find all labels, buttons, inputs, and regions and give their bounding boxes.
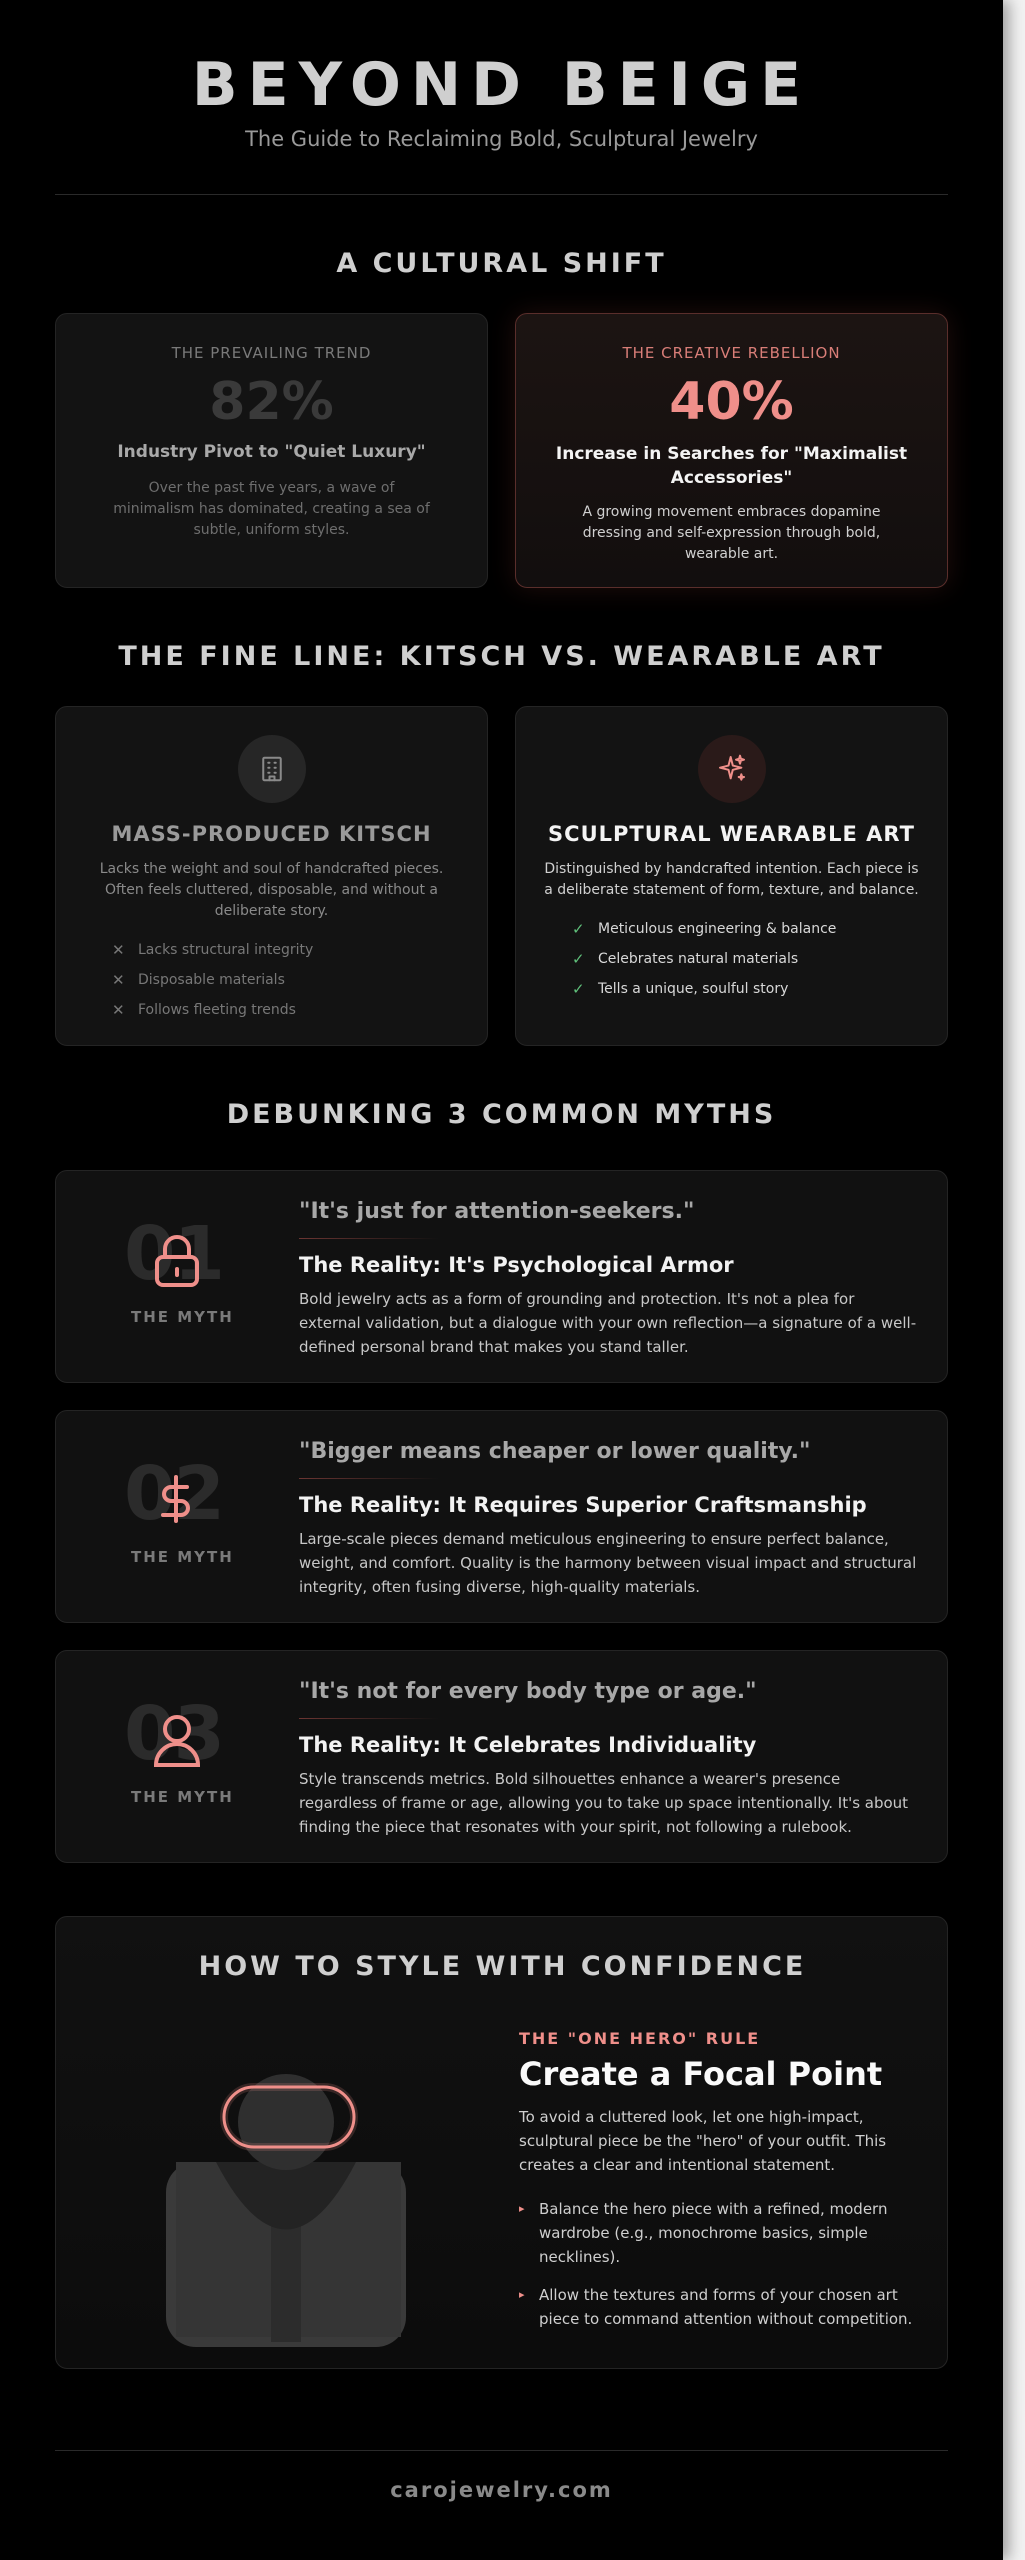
wearable-art-list — [572, 914, 836, 1004]
footer-divider — [55, 2450, 948, 2451]
myth-reality: The Reality: It's Psychological Armor — [299, 1253, 734, 1277]
myth-label: THE MYTH — [131, 1308, 234, 1326]
myth-number: 02 — [124, 1451, 223, 1537]
myth-body: Bold jewelry acts as a form of grounding and protection. It's not a plea for external validation, but a dialogue with your own reflection—a signature of a well-defined personal brand that makes you stand taller. — [299, 1290, 917, 1356]
section-heading-shift: A CULTURAL SHIFT — [336, 248, 667, 279]
myth-quote: "It's not for every body type or age." — [299, 1679, 757, 1704]
trend-card — [55, 313, 488, 588]
list-item: ▸ Balance the hero piece with a refined, modern wardrobe (e.g., monochrome basics, simple necklines). — [519, 2197, 929, 2269]
kitsch-title: MASS-PRODUCED KITSCH — [111, 822, 432, 846]
wearable-art-title: SCULPTURAL WEARABLE ART — [548, 822, 915, 846]
list-item: ✓ Tells a unique, soulful story — [572, 980, 789, 998]
footer-site[interactable]: carojewelry.com — [390, 2478, 613, 2502]
section-heading-myths: DEBUNKING 3 COMMON MYTHS — [226, 1099, 777, 1130]
section-heading-style: HOW TO STYLE WITH CONFIDENCE — [198, 1951, 807, 1982]
style-body: To avoid a cluttered look, let one high-impact, sculptural piece be the "hero" of your outfit. This creates a clear and intentional statement. — [519, 2108, 887, 2174]
check-icon: ✓ — [572, 920, 585, 938]
trend-headline: Industry Pivot to "Quiet Luxury" — [117, 442, 426, 462]
kitsch-card — [55, 706, 488, 1046]
building-icon — [238, 735, 306, 803]
list-item: ▸ Allow the textures and forms of your chosen art piece to command attention without competition. — [519, 2283, 929, 2331]
list-item: ✓ Celebrates natural materials — [572, 950, 799, 968]
dollar-icon — [159, 1475, 193, 1527]
x-icon: ✕ — [112, 941, 125, 959]
page-subtitle: The Guide to Reclaiming Bold, Sculptural Jewelry — [245, 127, 758, 151]
trend-body: Over the past five years, a wave of minimalism has dominated, creating a sea of subtle, uniform styles. — [113, 480, 430, 538]
myth-divider — [299, 1238, 439, 1239]
check-icon: ✓ — [572, 980, 585, 998]
style-card — [55, 1916, 948, 2369]
lock-icon — [151, 1233, 203, 1293]
page-title: BEYOND BEIGE — [191, 50, 812, 120]
rebellion-headline: Increase in Searches for "Maximalist Accessories" — [555, 444, 908, 488]
model-illustration — [156, 2037, 436, 2357]
list-item: ✓ Meticulous engineering & balance — [572, 920, 837, 938]
myth-body: Large-scale pieces demand meticulous engineering to ensure perfect balance, weight, and comfort. Quality is the harmony between visual impact and structural integrity, often fusing diverse, high-quality materials. — [299, 1530, 917, 1596]
x-icon: ✕ — [112, 971, 125, 989]
myth-card-1 — [55, 1170, 948, 1383]
section-heading-fineline: THE FINE LINE: KITSCH VS. WEARABLE ART — [118, 641, 885, 672]
header-divider — [55, 194, 948, 195]
trend-stat: 82% — [209, 372, 334, 432]
myth-quote: "Bigger means cheaper or lower quality." — [299, 1439, 811, 1464]
style-title: Create a Focal Point — [519, 2055, 883, 2093]
wearable-art-card — [515, 706, 948, 1046]
myth-number: 03 — [124, 1691, 223, 1777]
myth-body: Style transcends metrics. Bold silhouettes enhance a wearer's presence regardless of frame or age, allowing you to take up space intentionally. It's about finding the piece that resonates with your spirit, not following a rulebook. — [299, 1770, 909, 1836]
style-tips — [519, 2197, 929, 2345]
user-icon — [152, 1713, 202, 1771]
myth-number: 01 — [124, 1211, 223, 1297]
rebellion-body: A growing movement embraces dopamine dressing and self-expression through bold, wearable art. — [582, 504, 881, 562]
myth-card-2 — [55, 1410, 948, 1623]
list-item: ✕ Follows fleeting trends — [112, 1001, 296, 1019]
check-icon: ✓ — [572, 950, 585, 968]
myth-card-3 — [55, 1650, 948, 1863]
myth-label: THE MYTH — [131, 1548, 234, 1566]
myth-quote: "It's just for attention-seekers." — [299, 1199, 695, 1224]
rebellion-stat: 40% — [669, 372, 794, 432]
triangle-bullet-icon: ▸ — [519, 2202, 525, 2215]
rebellion-card — [515, 313, 948, 588]
list-item: ✕ Disposable materials — [112, 971, 285, 989]
rebellion-label: THE CREATIVE REBELLION — [622, 344, 841, 362]
myth-reality: The Reality: It Requires Superior Craftsmanship — [299, 1493, 867, 1517]
wearable-art-desc: Distinguished by handcrafted intention. Each piece is a deliberate statement of form, texture, and balance. — [544, 861, 919, 898]
sparkle-icon — [698, 735, 766, 803]
trend-label: THE PREVAILING TREND — [171, 344, 372, 362]
triangle-bullet-icon: ▸ — [519, 2288, 525, 2301]
myth-reality: The Reality: It Celebrates Individuality — [299, 1733, 757, 1757]
style-kicker: THE "ONE HERO" RULE — [519, 2029, 761, 2048]
myth-label: THE MYTH — [131, 1788, 234, 1806]
list-item: ✕ Lacks structural integrity — [112, 941, 314, 959]
kitsch-desc: Lacks the weight and soul of handcrafted pieces. Often feels cluttered, disposable, and without a deliberate story. — [99, 861, 444, 919]
myth-divider — [299, 1478, 439, 1479]
kitsch-list — [112, 935, 313, 1025]
myth-divider — [299, 1718, 439, 1719]
x-icon: ✕ — [112, 1001, 125, 1019]
